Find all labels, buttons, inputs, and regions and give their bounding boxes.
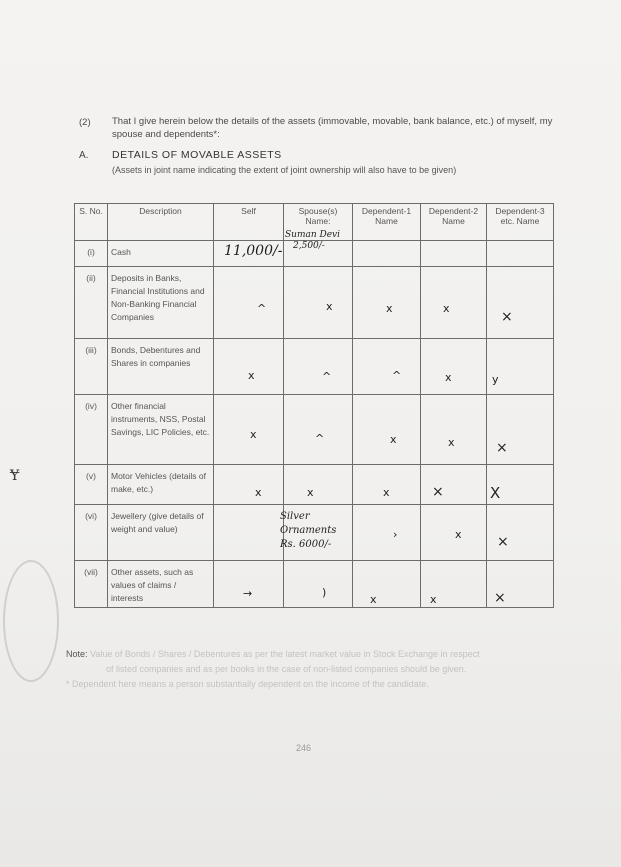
section-title: DETAILS OF MOVABLE ASSETS	[112, 149, 282, 161]
row-description: Cash	[108, 241, 214, 267]
row-dep1-cell	[353, 339, 421, 395]
row-dep3-cell	[487, 267, 554, 339]
cross-mark: ×	[497, 534, 509, 550]
row-self-cell	[214, 561, 284, 608]
table-row	[75, 465, 554, 505]
row-dep2-cell	[421, 505, 487, 561]
header-sno: S. No.	[75, 204, 108, 241]
faded-stamp	[3, 560, 59, 682]
cross-mark: x	[326, 300, 333, 313]
handwritten-spouse-cash: 2,500/-	[293, 241, 325, 251]
row-self-cell	[214, 339, 284, 395]
row-dep2-cell	[421, 395, 487, 465]
row-spouse-cell	[284, 395, 353, 465]
row-description: Jewellery (give details of weight and value)	[108, 505, 214, 561]
row-dep3-cell	[487, 505, 554, 561]
cross-mark: x	[255, 486, 262, 499]
row-dep1-cell	[353, 561, 421, 608]
note-line-1: Value of Bonds / Shares / Debentures as per the latest market value in Stock Exchange in respect	[90, 649, 480, 659]
note-line-2: of listed companies and as per books in the case of non-listed companies should be given.	[106, 664, 467, 674]
row-self-cell	[214, 505, 284, 561]
handwritten-spouse-jewellery: Silver Ornaments Rs. 6000/-	[280, 511, 337, 550]
table-row	[75, 339, 554, 395]
row-sno: (i)	[75, 241, 108, 267]
row-dep2-cell	[421, 339, 487, 395]
cross-mark: X	[490, 484, 501, 502]
row-sno: (iv)	[75, 395, 108, 465]
row-description: Other assets, such as values of claims / interests	[108, 561, 214, 608]
cross-mark: x	[455, 528, 462, 541]
row-dep3-cell	[487, 241, 554, 267]
note-line-3: * Dependent here means a person substantially dependent on the income of the candidate.	[66, 679, 429, 689]
page-number: 246	[296, 743, 312, 753]
paragraph-number: (2)	[79, 117, 91, 128]
row-sno: (vii)	[75, 561, 108, 608]
footnote	[66, 647, 536, 692]
section-subtitle: (Assets in joint name indicating the extent of joint ownership will also have to be given)	[112, 165, 457, 175]
cross-mark: ^	[392, 369, 402, 382]
cross-mark: x	[250, 428, 257, 441]
row-sno: (iii)	[75, 339, 108, 395]
cross-mark: ›	[393, 528, 398, 541]
row-spouse-cell	[284, 465, 353, 505]
cross-mark: x	[448, 436, 455, 449]
cross-mark: ×	[496, 440, 508, 456]
header-dependent-1: Dependent-1 Name	[353, 204, 421, 241]
table-row	[75, 561, 554, 608]
section-label: A.	[79, 150, 89, 161]
cross-mark: x	[383, 486, 390, 499]
cross-mark: y	[492, 373, 499, 386]
cross-mark: ^	[322, 370, 332, 383]
row-dep1-cell	[353, 505, 421, 561]
row-description: Bonds, Debentures and Shares in companies	[108, 339, 214, 395]
header-dependent-2: Dependent-2 Name	[421, 204, 487, 241]
header-dependent-3: Dependent-3 etc. Name	[487, 204, 554, 241]
row-dep2-cell	[421, 465, 487, 505]
table-row	[75, 395, 554, 465]
row-dep1-cell	[353, 241, 421, 267]
table-row	[75, 267, 554, 339]
row-sno: (vi)	[75, 505, 108, 561]
row-self-cell	[214, 465, 284, 505]
header-spouse: Spouse(s) Name:	[284, 204, 353, 241]
header-description: Description	[108, 204, 214, 241]
row-self-cell	[214, 267, 284, 339]
row-spouse-cell	[284, 267, 353, 339]
cross-mark: →	[243, 587, 253, 600]
row-sno: (v)	[75, 465, 108, 505]
cross-mark: )	[322, 586, 327, 599]
cross-mark: ×	[501, 309, 513, 325]
row-dep2-cell	[421, 241, 487, 267]
cross-mark: x	[430, 593, 437, 606]
cross-mark: x	[248, 369, 255, 382]
row-description: Deposits in Banks, Financial Institutions and Non-Banking Financial Companies	[108, 267, 214, 339]
row-dep1-cell	[353, 395, 421, 465]
handwritten-spouse-name: Suman Devi	[285, 230, 341, 240]
row-spouse-cell	[284, 561, 353, 608]
header-self: Self	[214, 204, 284, 241]
handwritten-self-cash: 11,000/-	[224, 243, 283, 259]
cross-mark: ^	[257, 302, 267, 315]
row-dep3-cell	[487, 339, 554, 395]
row-description: Motor Vehicles (details of make, etc.)	[108, 465, 214, 505]
cross-mark: x	[386, 302, 393, 315]
cross-mark: x	[390, 433, 397, 446]
row-sno: (ii)	[75, 267, 108, 339]
cross-mark: x	[370, 593, 377, 606]
margin-initials: Ɏ	[10, 468, 20, 484]
cross-mark: x	[445, 371, 452, 384]
row-spouse-cell	[284, 339, 353, 395]
intro-paragraph: That I give herein below the details of the assets (immovable, movable, bank balance, etc.) of myself, my spouse and dependents*:	[112, 116, 553, 140]
cross-mark: ×	[432, 484, 444, 500]
cross-mark: x	[443, 302, 450, 315]
cross-mark: ^	[315, 432, 325, 445]
row-description: Other financial instruments, NSS, Postal Savings, LIC Policies, etc.	[108, 395, 214, 465]
cross-mark: ×	[494, 590, 506, 606]
cross-mark: x	[307, 486, 314, 499]
row-dep2-cell	[421, 267, 487, 339]
note-label: Note:	[66, 649, 88, 659]
row-self-cell	[214, 395, 284, 465]
